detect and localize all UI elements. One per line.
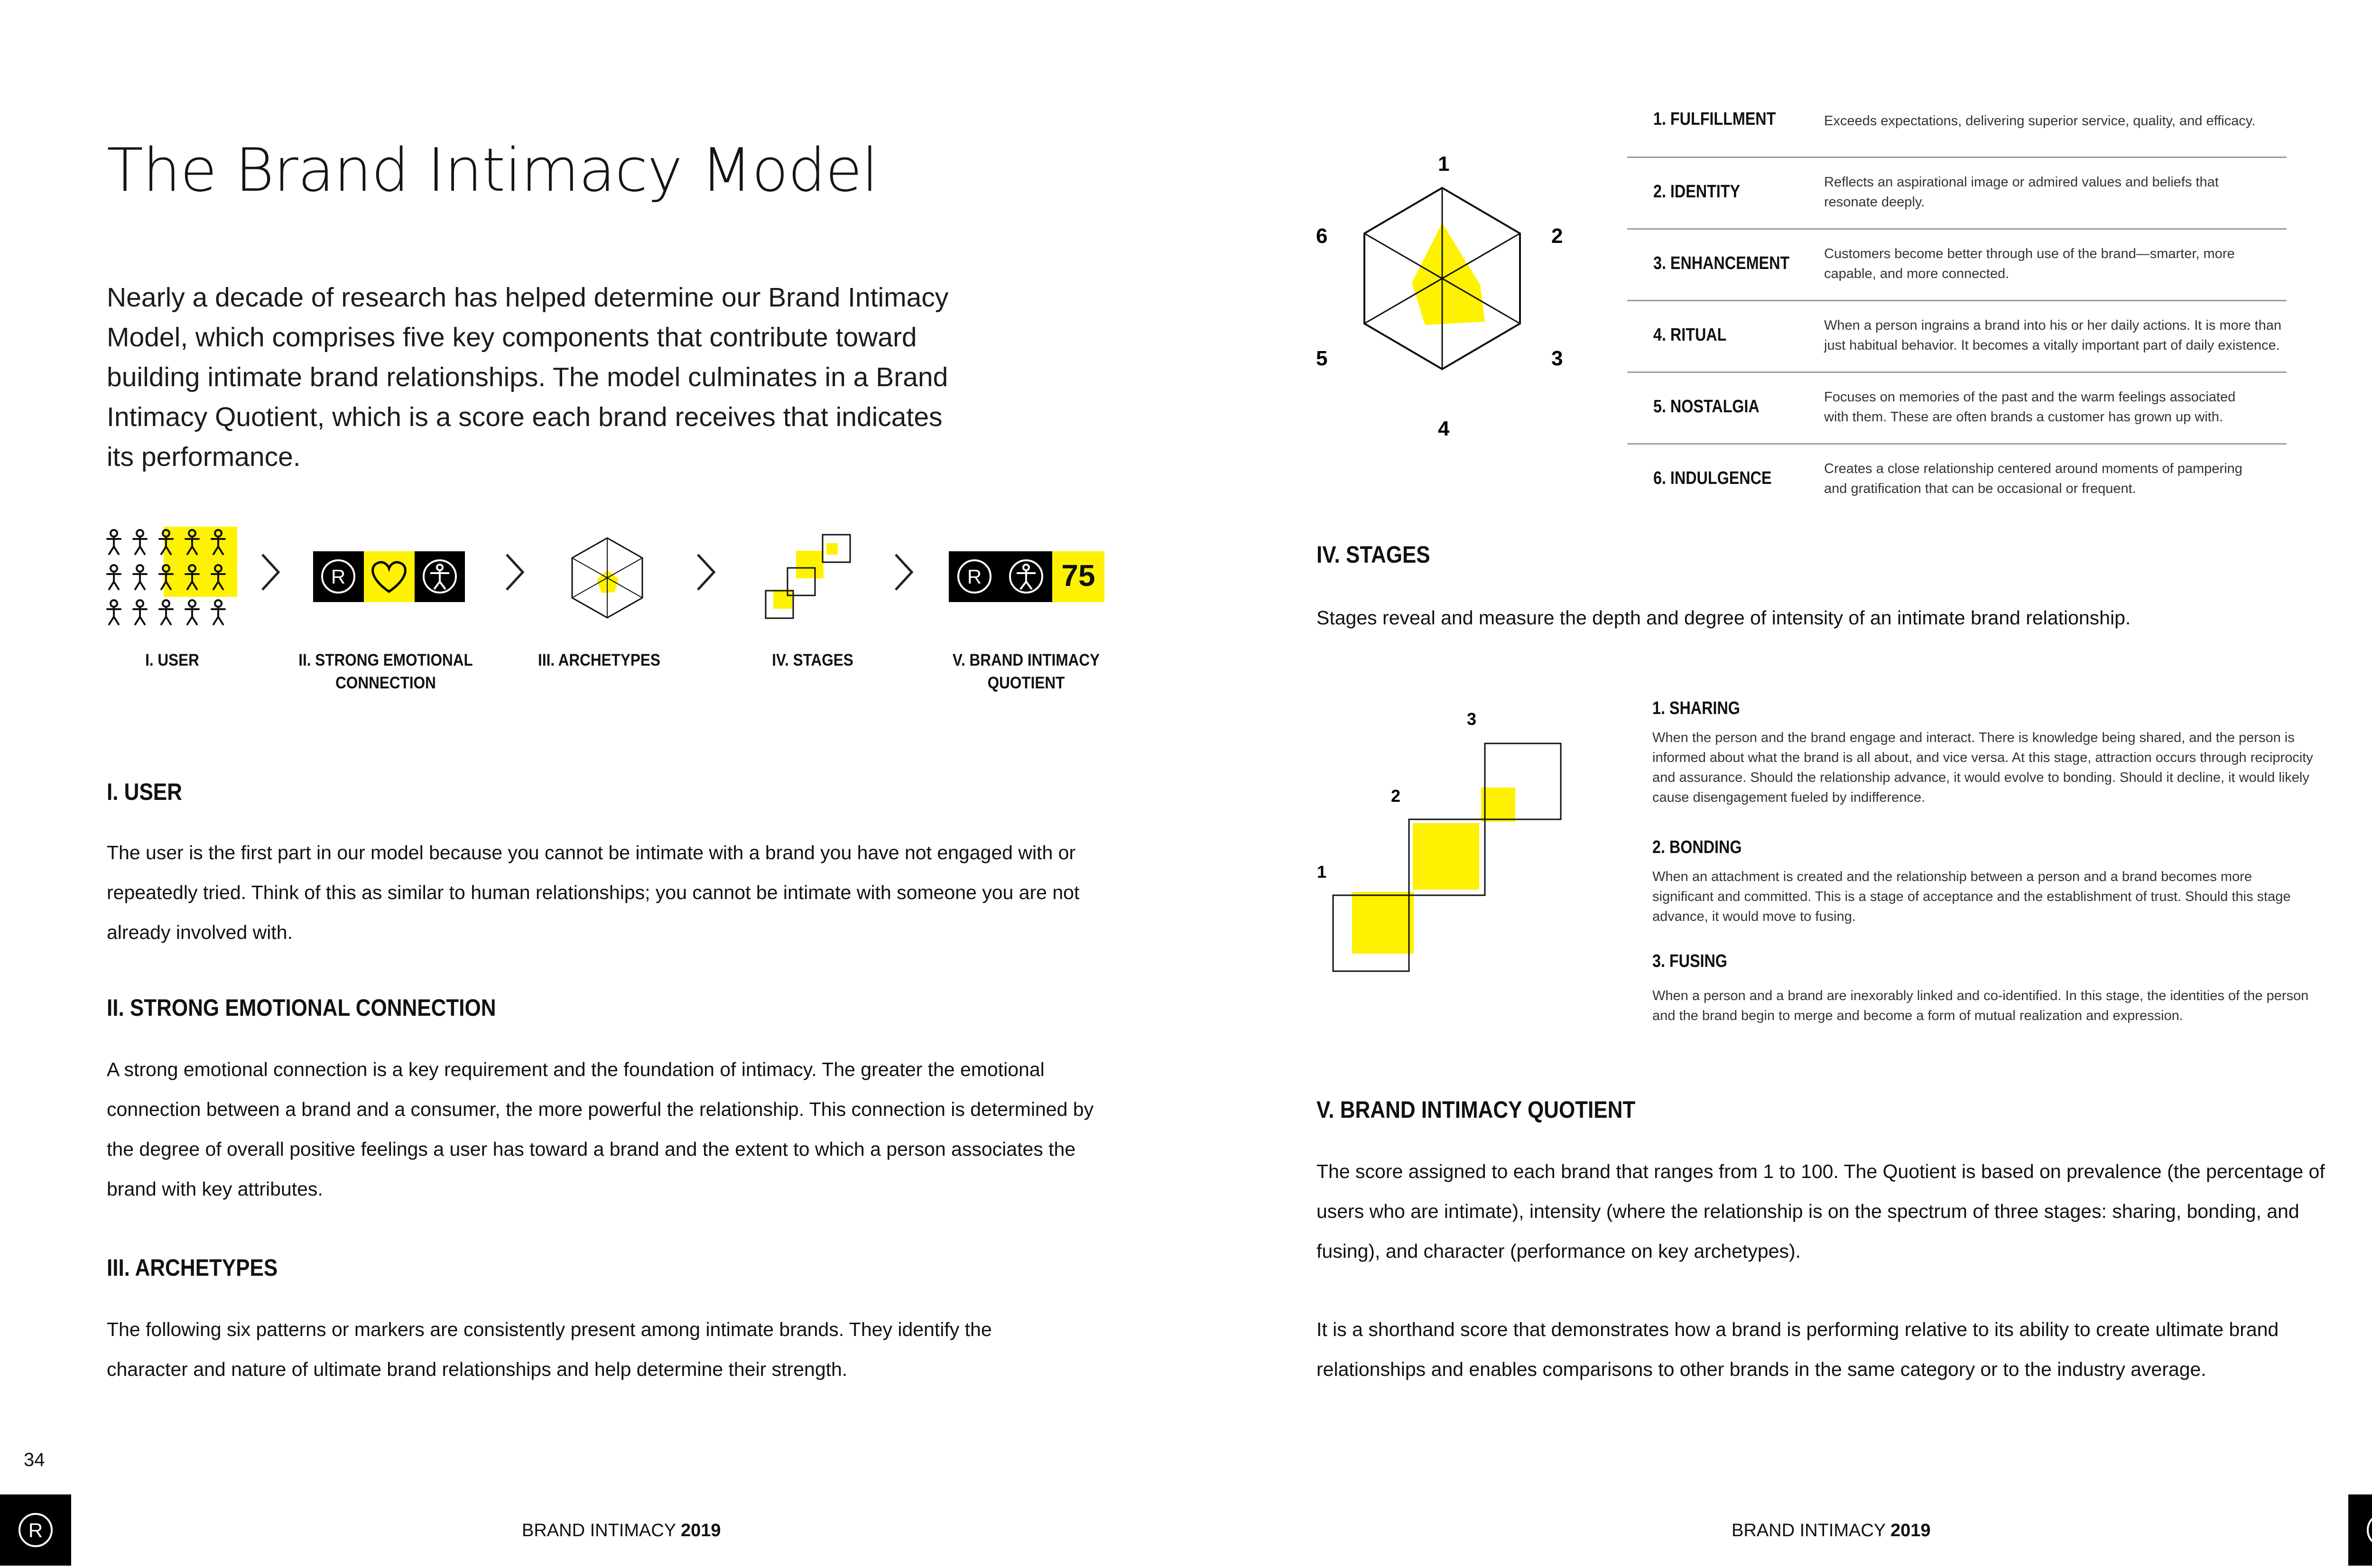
stage-name-bonding: 2. BONDING — [1652, 837, 1742, 857]
archetype-desc: When a person ingrains a brand into his or her daily actions. It is more than just habitual behavior. It becomes a vitally important part of daily existence. — [1824, 318, 2281, 353]
archetype-row — [1627, 104, 2287, 157]
stage-number-3: 3 — [1467, 709, 1477, 729]
brand-logo-tab-right — [2348, 1494, 2372, 1566]
section-text-archetypes: The following six patterns or markers are consistently present among intimate brands. They identify the character and nature of ultimate brand relationships and help determine their strength. — [107, 1318, 992, 1380]
page-title: The Brand Intimacy Model — [107, 135, 878, 205]
archetype-name: 5. NOSTALGIA — [1653, 397, 1760, 417]
step-label-emotional-connection: II. STRONG EMOTIONAL CONNECTION — [298, 651, 473, 692]
chevron-right-icon — [694, 546, 718, 606]
chevron-right-icon — [892, 546, 916, 606]
svg-text:R: R — [28, 1519, 43, 1541]
registered-r-icon — [0, 1494, 71, 1566]
archetype-name: 1. FULFILLMENT — [1653, 109, 1776, 129]
svg-text:R: R — [967, 566, 982, 588]
intro-paragraph: Nearly a decade of research has helped determine our Brand Intimacy Model, which comprises five key components that contribute toward building intimate brand relationships. The model culminates in a Brand Intimacy Quotient, which is a score each brand receives that indicates its performance. — [107, 282, 949, 472]
section-text-user: The user is the first part in our model because you cannot be intimate with a brand you have not engaged with or repeatedly tried. Think of this as similar to human relationships; you cannot be intimate with someone you are not already involved with. — [107, 842, 1080, 943]
stage-number-1: 1 — [1317, 862, 1327, 881]
footer-left-year: 2019 — [681, 1521, 721, 1540]
step-label-user: I. USER — [145, 651, 199, 669]
step-label-archetypes: III. ARCHETYPES — [538, 651, 660, 669]
archetype-name: 6. INDULGENCE — [1653, 468, 1772, 488]
step-label-stages: IV. STAGES — [772, 651, 853, 669]
archetype-desc: Reflects an aspirational image or admired values and beliefs that resonate deeply. — [1824, 175, 2219, 210]
stages-icon — [765, 534, 855, 622]
footer-right-year: 2019 — [1890, 1521, 1931, 1540]
archetypes-table — [1627, 104, 2287, 501]
hex-label-2: 2 — [1551, 224, 1563, 248]
footer-left-text: BRAND INTIMACY — [522, 1521, 681, 1540]
archetype-name: 4. RITUAL — [1653, 325, 1727, 345]
archetype-desc: Creates a close relationship centered around moments of pampering and gratification that can be occasional or frequent. — [1824, 461, 2242, 496]
hex-label-4: 4 — [1438, 417, 1450, 440]
archetype-row — [1627, 373, 2287, 443]
archetype-desc: Customers become better through use of the brand—smarter, more capable, and more connected. — [1824, 246, 2235, 281]
archetype-name: 2. IDENTITY — [1653, 182, 1741, 202]
hex-label-3: 3 — [1551, 347, 1563, 370]
quotient-score: 75 — [1061, 558, 1095, 593]
stage-name-sharing: 1. SHARING — [1652, 698, 1740, 718]
archetype-desc: Exceeds expectations, delivering superior service, quality, and efficacy. — [1824, 113, 2256, 129]
section-text-emotional-connection: A strong emotional connection is a key requirement and the foundation of intimacy. The greater the emotional connection between a brand and a consumer, the more powerful the relationship. This connection is determined by the degree of overall positive feelings a user has toward a brand and the extent to which a person associates the brand with key attributes. — [107, 1058, 1094, 1200]
brand-logo-tab — [0, 1494, 71, 1566]
person-icon — [2348, 1494, 2372, 1566]
hex-label-5: 5 — [1316, 347, 1328, 370]
section-heading-archetypes: III. ARCHETYPES — [107, 1254, 278, 1281]
footer-right-text: BRAND INTIMACY — [1732, 1521, 1891, 1540]
chevron-right-icon — [259, 546, 282, 606]
archetype-row — [1627, 230, 2287, 300]
emotional-connection-icon — [313, 551, 465, 602]
user-icon-grid — [104, 527, 237, 633]
archetype-row — [1627, 445, 2287, 501]
archetype-hexagon-chart — [1300, 147, 1584, 451]
stage-desc-sharing: When the person and the brand engage and interact. There is knowledge being shared, and the person is informed about what the brand is all about, and vice versa. At this stage, attraction occurs through reciprocity and assurance. Should the relationship advance, it would evolve to bonding. Should it decline, it would likely cause disengagement fueled by indifference. — [1652, 730, 2313, 805]
quotient-heading: V. BRAND INTIMACY QUOTIENT — [1316, 1096, 1636, 1123]
quotient-text-1: The score assigned to each brand that ranges from 1 to 100. The Quotient is based on prevalence (the percentage of users who are intimate), intensity (where the relationship is on the spectrum of three stages: sharing, bonding, and fusing), and character (performance on key archetypes). — [1316, 1160, 2325, 1262]
stage-number-2: 2 — [1391, 786, 1401, 806]
archetype-row — [1627, 301, 2287, 371]
step-label-quotient: V. BRAND INTIMACY QUOTIENT — [952, 651, 1100, 692]
hex-label-6: 6 — [1316, 224, 1328, 248]
stage-desc-fusing: When a person and a brand are inexorably linked and co-identified. In this stage, the identities of the person and the brand begin to merge and become a form of mutual realization and expression. — [1652, 988, 2309, 1023]
section-heading-user: I. USER — [107, 779, 182, 805]
stage-name-fusing: 3. FUSING — [1652, 951, 1727, 971]
stages-heading: IV. STAGES — [1316, 541, 1430, 568]
quotient-icon — [949, 551, 1104, 602]
page-number-left: 34 — [24, 1449, 45, 1470]
section-heading-emotional-connection: II. STRONG EMOTIONAL CONNECTION — [107, 994, 496, 1021]
hex-label-1: 1 — [1438, 152, 1450, 176]
archetype-desc: Focuses on memories of the past and the warm feelings associated with them. These are often brands a customer has grown up with. — [1824, 390, 2236, 425]
archetype-name: 3. ENHANCEMENT — [1653, 253, 1790, 273]
footer-left — [522, 1521, 721, 1541]
footer-right — [1732, 1521, 1931, 1541]
stage-desc-bonding: When an attachment is created and the relationship between a person and a brand becomes more significant and committed. This is a stage of acceptance and the establishment of trust. Should this stage advance, it would move to fusing. — [1652, 869, 2291, 924]
archetype-row — [1627, 158, 2287, 228]
stages-intro: Stages reveal and measure the depth and degree of intensity of an intimate brand relationship. — [1316, 607, 2131, 629]
archetypes-hexagon-icon — [569, 536, 645, 619]
stages-diagram — [1309, 702, 1575, 977]
quotient-text-2: It is a shorthand score that demonstrates how a brand is performing relative to its ability to create ultimate brand relationships and enables comparisons to other brands in the same category or to the industry average. — [1316, 1318, 2279, 1380]
chevron-right-icon — [503, 546, 527, 606]
svg-text:R: R — [331, 566, 346, 588]
